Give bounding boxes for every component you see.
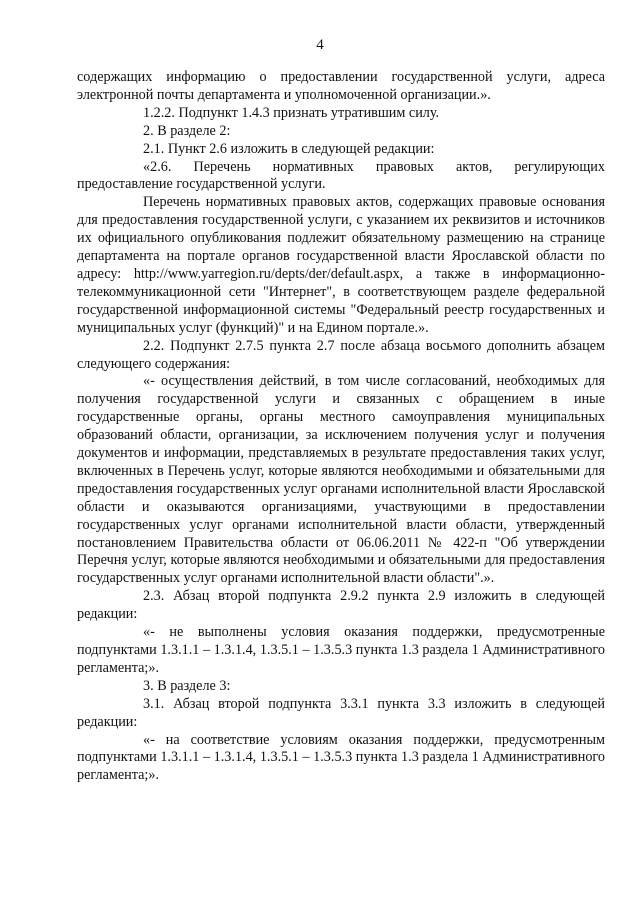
- paragraph-section-3: 3. В разделе 3:: [143, 677, 231, 694]
- paragraph-2-2: 2.2. Подпункт 2.7.5 пункта 2.7 после абзаца восьмого дополнить абзацем следующего содержания:: [77, 337, 605, 372]
- paragraph-continuation: содержащих информацию о предоставлении государственной услуги, адреса электронной почты департамента и уполномоченной организации.».: [77, 69, 605, 103]
- document-body: [77, 69, 605, 785]
- page-number: 4: [316, 37, 324, 53]
- paragraph-section-2: 2. В разделе 2:: [143, 122, 231, 139]
- paragraph-2-6-heading: «2.6. Перечень нормативных правовых актов, регулирующих предоставление государственной услуги.: [77, 158, 605, 193]
- paragraph-2-3: 2.3. Абзац второй подпункта 2.9.2 пункта 2.9 изложить в следующей редакции:: [77, 588, 605, 623]
- paragraph-1-2-2: 1.2.2. Подпункт 1.4.3 признать утратившим силу.: [143, 104, 440, 121]
- paragraph-3-1-insert: «- на соответствие условиям оказания поддержки, предусмотренным подпунктами 1.3.1.1 – 1.3.1.4, 1.3.5.1 – 1.3.5.3 пункта 1.3 раздела 1 Административного регламента;».: [77, 731, 605, 784]
- paragraph-3-1: 3.1. Абзац второй подпункта 3.3.1 пункта 3.3 изложить в следующей редакции:: [77, 695, 605, 730]
- paragraph-2-3-insert: «- не выполнены условия оказания поддержки, предусмотренные подпунктами 1.3.1.1 – 1.3.1.4, 1.3.5.1 – 1.3.5.3 пункта 1.3 раздела 1 Административного регламента;».: [77, 624, 605, 676]
- paragraph-2-2-insert: «- осуществления действий, в том числе согласований, необходимых для получения государственной услуги и связанных с обращением в иные государственные органы, органы местного самоуправления муниципальных образований области, организации, за исключением получения услуг и получения документов и информации, представляемых в результате предоставления таких услуг, включенных в Перечень услуг, которые являются необходимыми и обязательными для предоставления государственных услуг органами исполнительной власти Ярославской области и оказываются организациями, участвующими в предоставлении государственных услуг органами исполнительной власти области, утвержденный постановлением Правительства области от 06.06.2011 № 422-п "Об утверждении Перечня услуг, которые являются необходимыми и обязательными для предоставления государственных услуг органами исполнительной власти области".».: [77, 373, 605, 587]
- paragraph-2-1: 2.1. Пункт 2.6 изложить в следующей редакции:: [143, 140, 435, 157]
- paragraph-2-6-body: Перечень нормативных правовых актов, содержащих правовые основания для предоставления государственной услуги, с указанием их реквизитов и источников их официального опубликования подлежит обязательному размещению на странице департамента на портале органов государственной власти Ярославской области по адресу: http://www.yarregion.ru/depts/der/default.aspx, а также в информационно-телекоммуникационной сети "Интернет", в соответствующем разделе федеральной государственной информационной системы "Федеральный реестр государственных и муниципальных услуг (функций)" и на Едином портале.».: [77, 194, 605, 336]
